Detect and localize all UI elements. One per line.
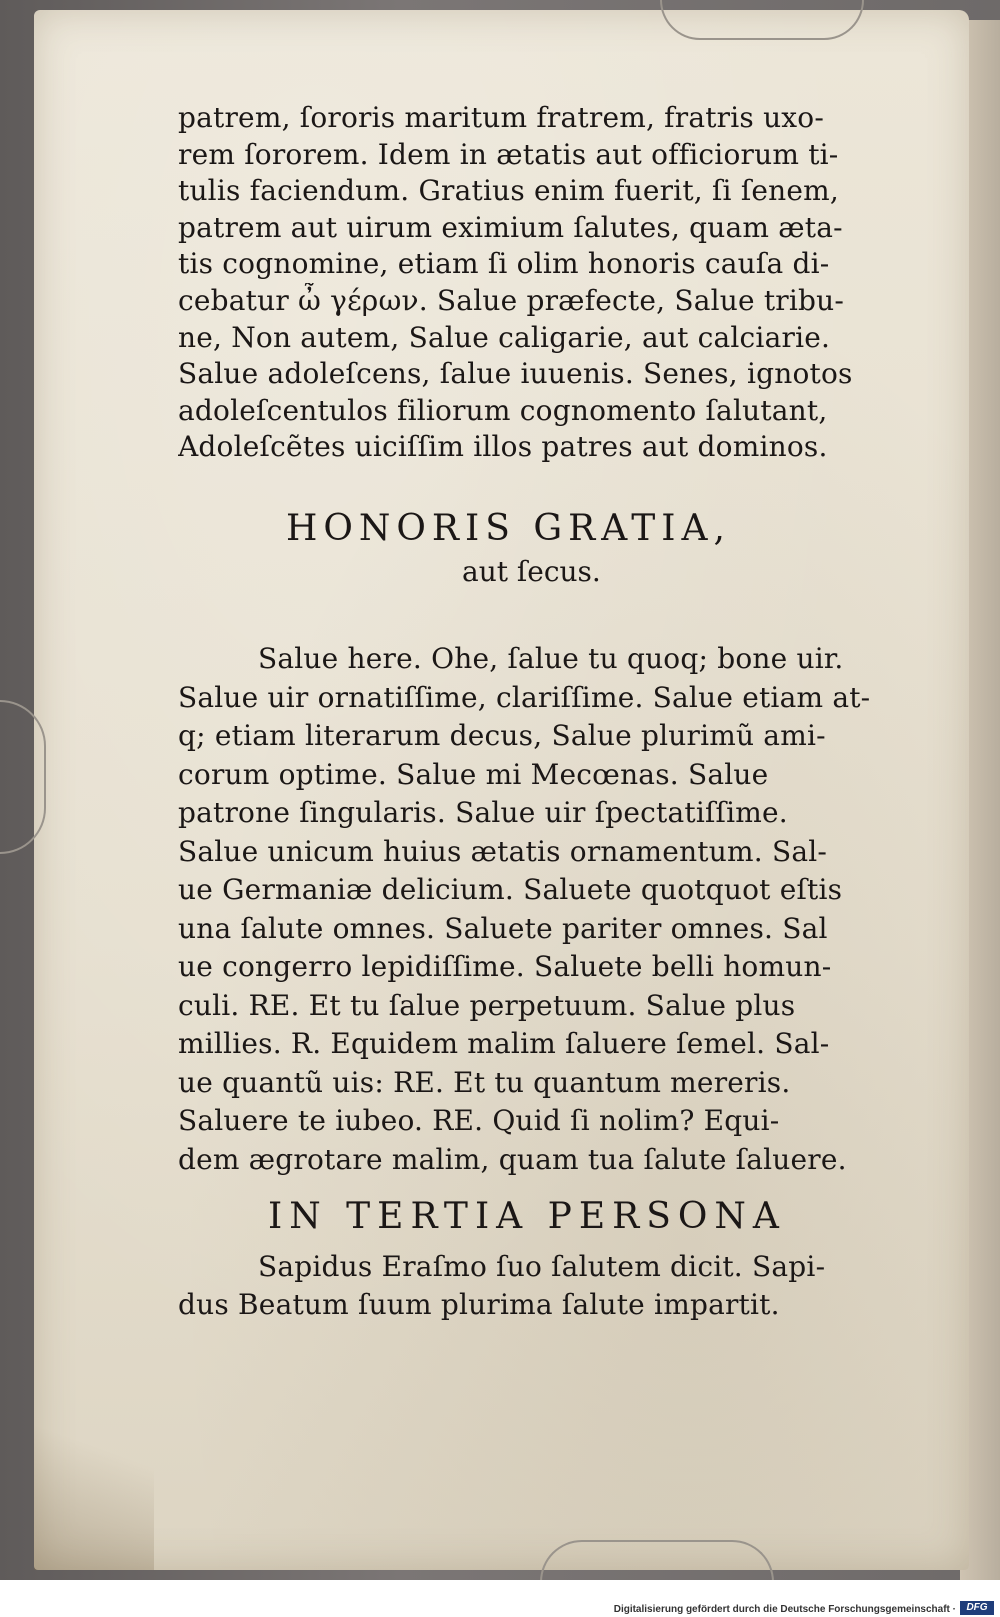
text-line: dus Beatum ſuum plurima ſalute impartit. — [178, 1288, 780, 1321]
text-line: q; etiam literarum decus, Salue plurimũ ami- — [178, 719, 826, 752]
text-line: tis cognomine, etiam ſi olim honoris cauſa di- — [178, 247, 830, 281]
holder-clip-left — [0, 700, 46, 854]
text-line: Sapidus Eraſmo ſuo ſalutem dicit. Sapi- — [258, 1250, 826, 1283]
page-stain — [34, 1370, 154, 1570]
text-line: adoleſcentulos filiorum cognomento ſalutant, — [178, 393, 828, 427]
text-line: ne, Non autem, Salue caligarie, aut calciarie. — [178, 320, 831, 354]
text-line: ue quantũ uis: RE. Et tu quantum mereris. — [178, 1065, 791, 1099]
funding-credit: Digitalisierung gefördert durch die Deutsche Forschungsgemeinschaft · — [613, 1604, 956, 1615]
text-line: culi. RE. Et tu ſalue perpetuum. Salue plus — [178, 988, 796, 1022]
text-line: patrone ſingularis. Salue uir ſpectatiſſime. — [178, 796, 788, 829]
text-line: tulis faciendum. Gratius enim fuerit, ſi ſenem, — [178, 174, 840, 208]
paragraph-middle — [178, 640, 898, 1179]
text-line: corum optime. Salue mi Mecœnas. Salue — [178, 757, 769, 791]
text-line: patrem, ſororis maritum fratrem, fratris uxo- — [178, 101, 825, 134]
text-line: una ſalute omnes. Saluete pariter omnes. Sal — [178, 911, 828, 945]
paragraph-top — [178, 100, 898, 466]
text-line: rem ſororem. Idem in ætatis aut officiorum ti- — [178, 137, 839, 171]
text-line: cebatur ὦ γέρων. Salue præfecte, Salue tribu- — [178, 283, 845, 317]
section-subheading: aut ſecus. — [462, 555, 601, 588]
section-heading: HONORIS GRATIA, — [286, 508, 731, 549]
text-line: dem ægrotare malim, quam tua ſalute ſaluere. — [178, 1142, 847, 1176]
holder-clip-bottom — [540, 1540, 774, 1582]
paragraph-bottom — [178, 1248, 898, 1324]
text-line: Salue uir ornatiſſime, clariſſime. Salue etiam at- — [178, 680, 871, 714]
text-line: Saluere te iubeo. RE. Quid ſi nolim? Equi- — [178, 1104, 780, 1137]
section-heading-2: IN TERTIA PERSONA — [268, 1196, 786, 1237]
dfg-logo-icon: DFG — [960, 1601, 994, 1615]
text-line: patrem aut uirum eximium ſalutes, quam æta- — [178, 210, 843, 244]
text-line: Salue adoleſcens, ſalue iuuenis. Senes, ignotos — [178, 357, 853, 391]
text-line: Salue here. Ohe, ſalue tu quoq; bone uir. — [258, 642, 844, 675]
text-line: ue congerro lepidiſſime. Saluete belli homun- — [178, 950, 832, 983]
text-line: Salue unicum huius ætatis ornamentum. Sal- — [178, 834, 828, 868]
text-line: millies. R. Equidem malim ſaluere ſemel. Sal- — [178, 1027, 830, 1060]
text-line: ue Germaniæ delicium. Saluete quotquot eſtis — [178, 873, 843, 906]
holder-clip-top — [660, 0, 864, 40]
text-line: Adoleſcẽtes uiciſſim illos patres aut dominos. — [178, 430, 828, 464]
